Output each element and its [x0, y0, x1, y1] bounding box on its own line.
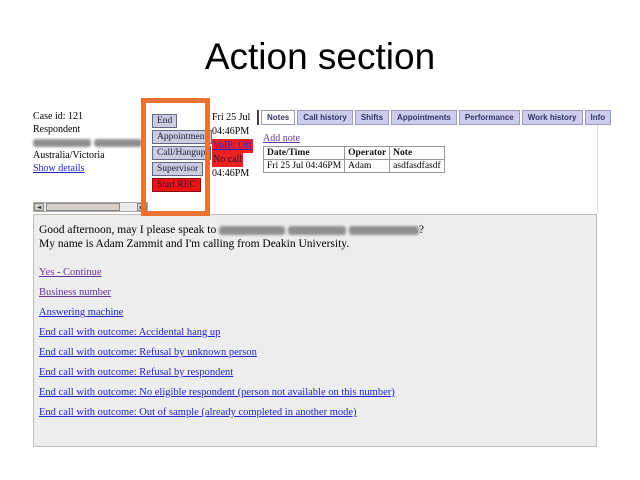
- case-id: Case id: 121: [33, 111, 83, 122]
- redaction-bar: [94, 139, 142, 147]
- cell-note: asdfasdfasdf: [390, 160, 444, 173]
- tab-performance[interactable]: Performance: [459, 110, 520, 125]
- redaction-bar: [288, 226, 346, 235]
- notes-table-header-row: [264, 147, 445, 160]
- end-button[interactable]: End: [152, 114, 177, 128]
- call-status-badge: No call: [213, 154, 243, 165]
- status-time-2: 04:46PM: [212, 168, 250, 179]
- call-hangup-button[interactable]: Call/Hangup: [152, 146, 211, 160]
- start-rec-button[interactable]: Start REC: [152, 178, 201, 192]
- link-outcome-accidental-hangup[interactable]: End call with outcome: Accidental hang up: [39, 327, 221, 338]
- tab-info[interactable]: Info: [585, 110, 612, 125]
- add-note-link[interactable]: Add note: [263, 133, 300, 144]
- tab-call-history[interactable]: Call history: [297, 110, 353, 125]
- header-operator: Operator: [345, 147, 390, 160]
- voip-status-link[interactable]: VoIP: Off: [213, 140, 252, 151]
- link-outcome-no-eligible-respondent[interactable]: End call with outcome: No eligible respondent (person not available on this number): [39, 387, 395, 398]
- greeting-suffix: ?: [418, 224, 424, 236]
- script-area: [33, 214, 597, 447]
- show-details-link[interactable]: Show details: [33, 163, 85, 174]
- notes-table: [263, 146, 445, 173]
- case-location: Australia/Victoria: [33, 150, 105, 161]
- scrollbar-right-arrow-icon[interactable]: ►: [137, 203, 147, 211]
- tab-bar: [257, 110, 606, 125]
- supervisor-button[interactable]: Supervisor: [152, 162, 203, 176]
- link-business-number[interactable]: Business number: [39, 287, 112, 298]
- link-outcome-refusal-respondent[interactable]: End call with outcome: Refusal by respondent: [39, 367, 234, 378]
- scrollbar-left-arrow-icon[interactable]: ◄: [34, 203, 44, 211]
- header-datetime: Date/Time: [264, 147, 345, 160]
- link-yes-continue[interactable]: Yes - Continue: [39, 267, 102, 278]
- cell-operator: Adam: [345, 160, 390, 173]
- outcome-links: [39, 266, 590, 426]
- intro-line: My name is Adam Zammit and I'm calling from Deakin University.: [39, 238, 350, 250]
- greeting-line: [39, 223, 590, 237]
- status-date: Fri 25 Jul: [212, 112, 251, 123]
- redaction-bar: [33, 139, 91, 147]
- tab-shifts[interactable]: Shifts: [355, 110, 389, 125]
- redaction-bar: [219, 226, 285, 235]
- tab-work-history[interactable]: Work history: [522, 110, 583, 125]
- call-status-panel: [212, 111, 253, 181]
- header-note: Note: [390, 147, 444, 160]
- tab-appointments[interactable]: Appointments: [391, 110, 457, 125]
- case-info-panel: [33, 110, 148, 212]
- appointment-button[interactable]: Appointment: [152, 130, 212, 144]
- cell-datetime: Fri 25 Jul 04:46PM: [264, 160, 345, 173]
- tabs-panel: [257, 110, 606, 214]
- redaction-bar: [349, 226, 419, 235]
- link-answering-machine[interactable]: Answering machine: [39, 307, 124, 318]
- status-time: 04:46PM: [212, 126, 250, 137]
- notes-tab-content: [257, 125, 597, 173]
- greeting-prefix: Good afternoon, may I please speak to: [39, 224, 220, 236]
- link-outcome-out-of-sample[interactable]: End call with outcome: Out of sample (already completed in another mode): [39, 407, 357, 418]
- table-row: [264, 160, 445, 173]
- scrollbar-track[interactable]: [120, 203, 137, 211]
- action-buttons-column: [152, 114, 212, 194]
- redacted-respondent-name: [33, 136, 148, 149]
- page-title: Action section: [204, 36, 436, 77]
- tab-notes[interactable]: Notes: [261, 110, 295, 125]
- link-outcome-refusal-unknown[interactable]: End call with outcome: Refusal by unknown person: [39, 347, 257, 358]
- respondent-label: Respondent: [33, 124, 81, 135]
- horizontal-scrollbar[interactable]: [33, 202, 148, 212]
- scrollbar-thumb[interactable]: [46, 203, 120, 211]
